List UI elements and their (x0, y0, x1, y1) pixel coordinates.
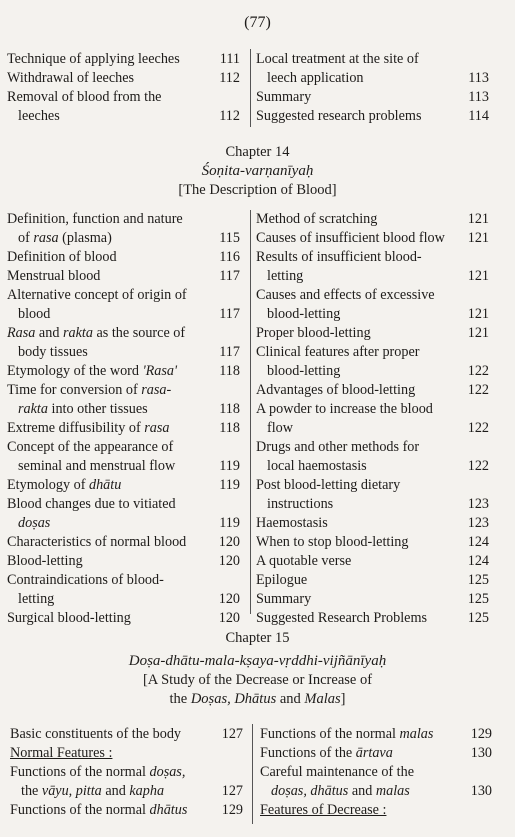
toc-entry (7, 438, 242, 457)
toc-entry-text: Blood-letting (7, 553, 83, 569)
toc-entry-text: Suggested Research Problems (256, 610, 428, 626)
toc-entry (256, 343, 489, 362)
toc-entry (256, 210, 489, 229)
toc-entry-text: Functions of the ārtava (260, 745, 393, 761)
toc-page-number: 112 (219, 70, 240, 86)
toc-entry-text: Removal of blood from the (7, 89, 162, 105)
toc-page-number: 129 (470, 726, 492, 742)
toc-entry-text: Rasa and rakta as the source of (7, 325, 186, 341)
toc-page-number: 118 (219, 420, 240, 436)
toc-entry (256, 267, 489, 286)
toc-entry-text: Extreme diffusibility of rasa (7, 420, 170, 436)
toc-page-number: 122 (467, 382, 489, 398)
toc-entry (10, 801, 245, 820)
toc-page-number: 116 (219, 249, 240, 265)
toc-entry-text: Alternative concept of origin of (7, 287, 187, 303)
toc-entry-text: letting (18, 591, 55, 607)
toc-entry (7, 88, 242, 107)
toc-entry (7, 107, 242, 126)
toc-entry (7, 248, 242, 267)
toc-entry (256, 495, 489, 514)
toc-entry-text: of rasa (plasma) (18, 230, 112, 246)
toc-entry-text: A powder to increase the blood (256, 401, 433, 417)
chapter-subtitle: [A Study of the Decrease or Increase of (142, 672, 373, 688)
toc-entry (256, 381, 489, 400)
toc-entry-text: Summary (256, 591, 312, 607)
toc-page-number: 117 (219, 344, 240, 360)
toc-entry-text: Haemostasis (256, 515, 328, 531)
toc-entry (7, 267, 242, 286)
toc-entry (7, 343, 242, 362)
toc-entry-text: blood-letting (267, 363, 341, 379)
toc-entry-text: Epilogue (256, 572, 308, 588)
toc-entry-text: Blood changes due to vitiated (7, 496, 176, 512)
toc-page-number: 113 (468, 89, 489, 105)
toc-entry-text: Withdrawal of leeches (7, 70, 135, 86)
toc-entry (7, 210, 242, 229)
toc-column-left (7, 210, 242, 628)
toc-entry (7, 324, 242, 343)
toc-page-number: 118 (219, 363, 240, 379)
toc-entry-text: leech application (267, 70, 364, 86)
toc-page-number: 121 (467, 268, 489, 284)
toc-entry (256, 609, 489, 628)
toc-entry-text: Results of insufficient blood- (256, 249, 422, 265)
toc-entry (7, 286, 242, 305)
toc-entry-text: Suggested research problems (256, 108, 422, 124)
toc-entry-text: local haemostasis (267, 458, 367, 474)
toc-entry-text: Careful maintenance of the (260, 764, 415, 780)
column-divider (250, 210, 251, 614)
toc-entry (256, 286, 489, 305)
column-divider (252, 724, 253, 824)
toc-page-number: 119 (219, 458, 240, 474)
toc-entry (7, 495, 242, 514)
toc-column-right (260, 725, 492, 820)
toc-entry (256, 457, 489, 476)
toc-entry-text: A quotable verse (256, 553, 352, 569)
toc-column-right (256, 210, 489, 628)
chapter-heading: Chapter 15 (225, 630, 290, 646)
toc-page-number: 117 (219, 306, 240, 322)
toc-entry-text: Menstrual blood (7, 268, 101, 284)
toc-entry-text: Clinical features after proper (256, 344, 420, 360)
toc-entry (7, 381, 242, 400)
toc-entry (256, 229, 489, 248)
toc-page-number: 127 (221, 726, 243, 742)
toc-entry (7, 229, 242, 248)
toc-entry (260, 725, 492, 744)
toc-entry (260, 782, 492, 801)
toc-entry-text: Functions of the normal doṣas, (10, 764, 186, 780)
chapter-subtitle: [The Description of Blood] (178, 182, 337, 198)
toc-entry-text: doṣas, dhātus and malas (271, 783, 410, 799)
toc-entry (7, 552, 242, 571)
toc-entry-text: Technique of applying leeches (7, 51, 180, 67)
toc-entry-text: Normal Features : (10, 745, 113, 761)
toc-entry (256, 590, 489, 609)
toc-entry (7, 50, 242, 69)
toc-entry-text: the vāyu, pitta and kapha (21, 783, 165, 799)
toc-entry (7, 419, 242, 438)
toc-page-number: 121 (467, 211, 489, 227)
toc-entry (256, 552, 489, 571)
toc-page-number: 111 (219, 51, 240, 67)
toc-page-number: 130 (470, 783, 492, 799)
toc-entry (7, 476, 242, 495)
chapter-subtitle: the Doṣas, Dhātus and Malas] (169, 691, 346, 707)
toc-entry-text: Concept of the appearance of (7, 439, 174, 455)
toc-entry-text: doṣas (18, 515, 51, 531)
toc-entry-text: Contraindications of blood- (7, 572, 164, 588)
toc-page-number: 125 (467, 610, 489, 626)
toc-entry-text: instructions (267, 496, 334, 512)
toc-entry (256, 107, 489, 126)
toc-entry-text: seminal and menstrual flow (18, 458, 176, 474)
toc-page-number: 122 (467, 458, 489, 474)
toc-page-number: 121 (467, 325, 489, 341)
toc-page-number: 123 (467, 515, 489, 531)
toc-page-number: 125 (467, 591, 489, 607)
toc-column-right (256, 50, 489, 126)
toc-entry-text: Local treatment at the site of (256, 51, 419, 67)
toc-entry-text: Functions of the normal dhātus (10, 802, 188, 818)
page-number: (77) (244, 14, 271, 31)
toc-entry (256, 69, 489, 88)
toc-entry (10, 763, 245, 782)
toc-entry (7, 571, 242, 590)
toc-entry-text: flow (267, 420, 294, 436)
toc-page-number: 124 (467, 534, 489, 550)
toc-page-number: 129 (221, 802, 243, 818)
toc-entry (7, 609, 242, 628)
toc-entry (256, 88, 489, 107)
toc-entry-text: leeches (18, 108, 60, 124)
toc-page-number: 125 (467, 572, 489, 588)
toc-page-number: 127 (221, 783, 243, 799)
toc-column-left (7, 50, 242, 126)
toc-page-number: 124 (467, 553, 489, 569)
toc-entry (10, 725, 245, 744)
column-divider (250, 49, 251, 127)
toc-entry (256, 248, 489, 267)
toc-entry (256, 362, 489, 381)
toc-page-number: 117 (219, 268, 240, 284)
toc-entry (260, 744, 492, 763)
toc-entry (7, 69, 242, 88)
toc-page-number: 115 (219, 230, 240, 246)
toc-entry-text: Characteristics of normal blood (7, 534, 187, 550)
toc-entry-text: body tissues (18, 344, 88, 360)
toc-page-number: 122 (467, 363, 489, 379)
toc-entry-text: Features of Decrease : (260, 802, 387, 818)
toc-page-number: 114 (468, 108, 489, 124)
toc-page-number: 120 (218, 591, 240, 607)
toc-page-number: 122 (467, 420, 489, 436)
toc-page-number: 123 (467, 496, 489, 512)
toc-page-number: 120 (218, 553, 240, 569)
toc-page-number: 112 (219, 108, 240, 124)
toc-page-number: 120 (218, 610, 240, 626)
toc-entry-text: Basic constituents of the body (10, 726, 182, 742)
toc-entry-text: Causes of insufficient blood flow (256, 230, 445, 246)
toc-entry (256, 533, 489, 552)
toc-entry-text: Etymology of the word 'Rasa' (7, 363, 178, 379)
toc-entry (7, 305, 242, 324)
toc-page-number: 118 (219, 401, 240, 417)
toc-entry-text: Post blood-letting dietary (256, 477, 401, 493)
toc-entry (7, 514, 242, 533)
toc-entry (7, 457, 242, 476)
toc-page-number: 113 (468, 70, 489, 86)
toc-entry-text: Method of scratching (256, 211, 378, 227)
toc-entry-text: Etymology of dhātu (7, 477, 122, 493)
chapter-heading: Chapter 14 (225, 144, 290, 160)
toc-entry-text: blood-letting (267, 306, 341, 322)
toc-entry (256, 305, 489, 324)
toc-page-number: 121 (467, 230, 489, 246)
toc-entry-text: Surgical blood-letting (7, 610, 131, 626)
toc-entry (10, 782, 245, 801)
toc-entry-text: Summary (256, 89, 312, 105)
toc-entry (7, 590, 242, 609)
toc-entry (260, 801, 492, 820)
toc-entry (7, 533, 242, 552)
toc-entry-text: Causes and effects of excessive (256, 287, 435, 303)
toc-entry (7, 362, 242, 381)
toc-entry-text: Advantages of blood-letting (256, 382, 416, 398)
chapter-title: Doṣa-dhātu-mala-kṣaya-vṛddhi-vijñānīyaḥ (128, 653, 387, 669)
toc-page-number: 119 (219, 515, 240, 531)
toc-entry (256, 514, 489, 533)
toc-entry-text: letting (267, 268, 304, 284)
toc-entry-text: Definition of blood (7, 249, 117, 265)
toc-entry-text: When to stop blood-letting (256, 534, 409, 550)
toc-entry (256, 50, 489, 69)
toc-entry-text: rakta into other tissues (18, 401, 148, 417)
toc-entry-text: Functions of the normal malas (260, 726, 434, 742)
toc-entry (256, 476, 489, 495)
toc-entry (256, 324, 489, 343)
toc-entry (7, 400, 242, 419)
toc-page-number: 130 (470, 745, 492, 761)
toc-entry (10, 744, 245, 763)
toc-entry-text: Definition, function and nature (7, 211, 183, 227)
chapter-title: Śoṇita-varṇanīyaḥ (201, 163, 314, 179)
toc-page-number: 119 (219, 477, 240, 493)
toc-entry (256, 438, 489, 457)
toc-entry (256, 419, 489, 438)
toc-entry-text: Proper blood-letting (256, 325, 371, 341)
toc-entry (256, 571, 489, 590)
toc-column-left (10, 725, 245, 820)
toc-entry-text: Time for conversion of rasa- (7, 382, 172, 398)
toc-entry (256, 400, 489, 419)
toc-page-number: 120 (218, 534, 240, 550)
toc-entry-text: blood (18, 306, 51, 322)
toc-entry-text: Drugs and other methods for (256, 439, 420, 455)
toc-entry (260, 763, 492, 782)
toc-page-number: 121 (467, 306, 489, 322)
